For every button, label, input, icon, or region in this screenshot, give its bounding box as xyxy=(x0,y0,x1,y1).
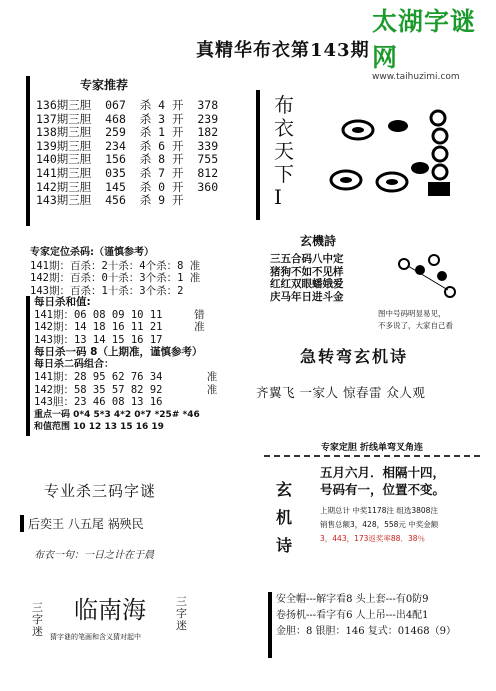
zhuanye-note: 布衣一句：一日之计在于晨 xyxy=(34,550,154,561)
xuanji-line: 庆马年日进斗金 xyxy=(270,290,344,303)
dingwei-row: 143期：百杀：1十杀：3个杀：2 xyxy=(30,284,184,297)
coins-illustration xyxy=(328,98,478,208)
expert-row: 136期三胆 067 杀 4 开 378 xyxy=(36,98,219,112)
xuanjishi-vertical: 玄 机 诗 xyxy=(276,480,293,555)
expert-section xyxy=(26,76,222,226)
xuanji-caption: 不多说了，大家自己看 xyxy=(378,321,453,330)
xuanji-line: 红红双眼蟠娥爱 xyxy=(270,278,344,290)
expert-heading: 专家推荐 xyxy=(80,78,129,92)
zimi-right: 三字迷 xyxy=(176,595,187,632)
expert-row: 141期三胆 035 杀 7 开 812 xyxy=(36,165,219,180)
xuanjishi-stat: 销售总额3，428，558元 中奖金额 xyxy=(320,520,439,529)
expert-row: 142期三胆 145 杀 0 开 360 xyxy=(36,179,219,194)
xuanjishi-section xyxy=(264,458,490,570)
dingwei-row: 141期：百杀：2十杀：4个杀：8 准 xyxy=(30,259,201,272)
xuanji-heading: 玄機詩 xyxy=(300,234,337,248)
zimi-center: 临南海 xyxy=(74,596,146,624)
jizhuan-line: 齐翼飞 一家人 惊春雷 众人观 xyxy=(256,385,426,400)
expert-row: 143期三胆 456 杀 9 开 xyxy=(36,193,184,208)
bottom-line: 卷扬机---看字有6 人上吊---出4配1 xyxy=(276,610,429,621)
zhezhi-text: 专家定胆 折线单弯叉角连 xyxy=(320,443,424,453)
page-title: 真精华布衣第143期 xyxy=(196,40,370,61)
daily-kill-one-heading: 每日杀一码 8（上期准，谨慎参考） xyxy=(34,346,203,358)
focus-code: 重点一码 0*4 5*3 4*2 0*7 *25# *46 xyxy=(34,409,200,420)
expert-row: 140期三胆 156 杀 8 开 755 xyxy=(36,152,219,167)
zimi-left: 三字迷 xyxy=(32,601,43,638)
zimi-hint: 猜字谜的笔画和含义猜对起中 xyxy=(50,633,141,641)
xuanji-line: 猪狗不如不见样 xyxy=(270,265,344,278)
daily-kill-section xyxy=(26,296,252,436)
bottom-section xyxy=(268,592,488,658)
expert-row: 138期三胆 259 杀 1 开 182 xyxy=(36,125,219,140)
bottom-line: 安全帽---解字看8 头上套---有0防9 xyxy=(276,594,429,605)
dingwei-section xyxy=(30,247,250,297)
xuanjishi-poem: 号码有一，位置不变。 xyxy=(320,482,446,497)
site-logo[interactable] xyxy=(372,2,494,82)
zhezhi-line xyxy=(264,440,480,457)
xuanji-line: 三五合码八中定 xyxy=(270,253,344,265)
expert-row: 137期三胆 468 杀 3 开 239 xyxy=(36,111,219,126)
zimi-section xyxy=(30,588,250,678)
daily-kill-row: 142期：14 18 16 11 21 准 xyxy=(34,321,205,333)
site-url: www.taihuzimi.com xyxy=(372,72,460,82)
xuanjishi-poem: 五月六月．相隔十四， xyxy=(320,465,446,480)
jizhuan-section xyxy=(254,344,490,424)
site-logo-text: 太湖字谜网 xyxy=(372,7,477,72)
daily-kill-row: 141期：06 08 09 10 11 错 xyxy=(34,308,205,321)
daily-kill-two-heading: 每日杀二码组合： xyxy=(34,358,114,370)
zhuanye-heading: 专业杀三码字谜 xyxy=(44,482,157,500)
xuanjishi-stat: 3，443，173返奖率88．38％ xyxy=(320,534,425,543)
daily-kill-row: 143期：13 14 15 16 17 xyxy=(34,333,163,346)
jizhuan-heading: 急转弯玄机诗 xyxy=(300,347,409,366)
xuanjishi-stat: 上期总计 中奖1178注 组选3808注 xyxy=(320,506,438,515)
hezhi-range: 和值范围 10 12 13 15 16 19 xyxy=(34,422,164,432)
zhuanye-items: 后奕王 八五尾 祸殃民 xyxy=(28,517,144,531)
dingwei-row: 142期：百杀：0十杀：3个杀：1 准 xyxy=(30,272,201,284)
buyi-picture xyxy=(256,90,476,220)
buyi-vertical-text: 布 衣 天 下 I xyxy=(274,93,294,209)
daily-kill-two-row: 142期：58 35 57 82 92 准 xyxy=(34,383,218,396)
bottom-line: 金胆：8 银胆：146 复式：01468（9） xyxy=(276,626,456,637)
xuanji-picture xyxy=(390,240,470,302)
zhuanye-section xyxy=(20,480,260,576)
expert-row: 139期三胆 234 杀 6 开 339 xyxy=(36,138,219,153)
dingwei-heading: 专家定位杀码:（谨慎参考） xyxy=(30,247,154,258)
daily-kill-two-row: 143胆：23 46 08 13 16 xyxy=(34,396,163,408)
xuanji-section xyxy=(270,232,486,336)
daily-kill-heading: 每日杀和值: xyxy=(34,296,91,308)
daily-kill-two-row: 141期：28 95 62 76 34 准 xyxy=(34,371,218,383)
xuanji-caption: 图中号码明显易见， xyxy=(378,309,446,318)
